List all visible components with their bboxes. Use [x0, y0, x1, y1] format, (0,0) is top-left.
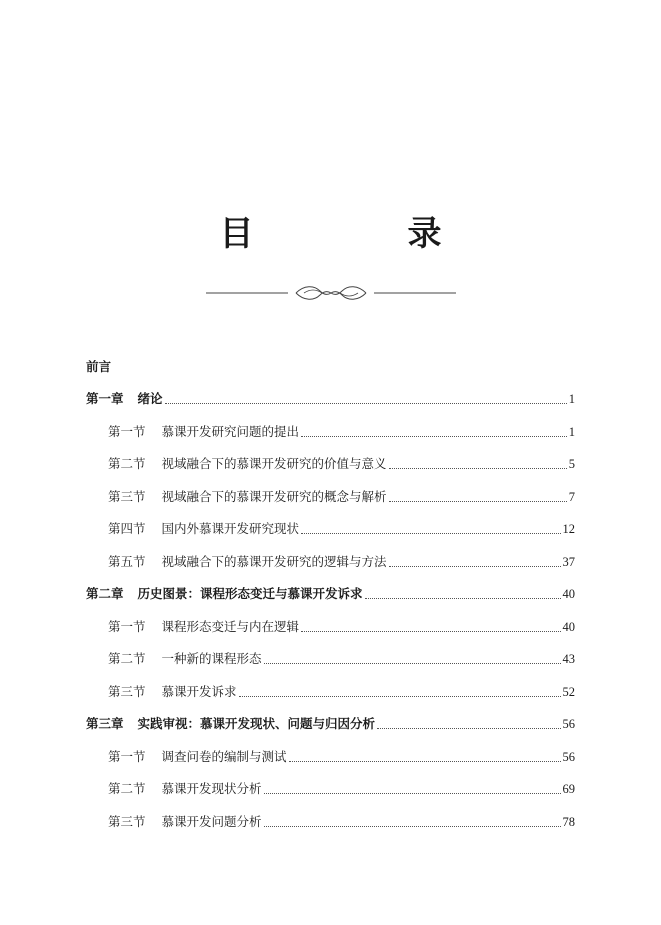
toc-section-row[interactable] [86, 447, 575, 480]
toc-section-row[interactable] [86, 642, 575, 675]
toc-section-row[interactable] [86, 674, 575, 707]
toc-section-row[interactable] [86, 414, 575, 447]
toc-entry-number: 第一节 [108, 423, 146, 439]
toc-entry-title: 历史图景：课程形态变迁与慕课开发诉求 [137, 586, 363, 601]
toc-page-number: 1 [568, 392, 575, 406]
toc-entry-title: 实践审视：慕课开发现状、问题与归因分析 [137, 716, 376, 731]
toc-entry-title: 慕课开发现状分析 [161, 781, 262, 796]
toc-entry-number: 第三节 [108, 683, 146, 699]
toc-section-row[interactable] [86, 479, 575, 512]
toc-page-number: 52 [562, 684, 575, 699]
toc-entry-title: 慕课开发诉求 [161, 683, 237, 699]
toc-preface[interactable] [86, 349, 575, 382]
toc-page-number: 5 [568, 457, 575, 471]
toc-dot-leader [301, 533, 560, 534]
toc-page-number: 78 [562, 814, 575, 829]
toc-page-number: 40 [562, 619, 575, 634]
toc-entry-title: 慕课开发问题分析 [161, 813, 262, 829]
toc-entry-title: 绪论 [137, 391, 163, 406]
toc-preface-title: 前言 [86, 358, 112, 374]
toc-dot-leader [389, 566, 561, 567]
toc-entry-number: 第三章 [86, 716, 124, 731]
toc-dot-leader [264, 793, 561, 794]
toc-entry-title: 视域融合下的慕课开发研究的逻辑与方法 [161, 553, 387, 569]
toc-page-number: 56 [562, 749, 575, 764]
toc-page-number: 1 [568, 424, 575, 439]
toc-entry-title: 调查问卷的编制与测试 [161, 748, 287, 764]
toc-entry-title: 课程形态变迁与内在逻辑 [161, 618, 300, 634]
toc-dot-leader [264, 663, 561, 664]
page-title: 目 录 [219, 214, 502, 254]
toc-chapter-row[interactable] [86, 577, 575, 610]
toc-chapter-row[interactable] [86, 707, 575, 740]
toc-dot-leader [264, 826, 561, 827]
toc-entry-number: 第五节 [108, 553, 146, 569]
toc-section-row[interactable] [86, 739, 575, 772]
toc-page-number: 43 [562, 652, 575, 666]
toc-dot-leader [389, 501, 567, 502]
toc-page-number: 7 [568, 489, 575, 504]
table-of-contents [86, 349, 575, 837]
toc-dot-leader [389, 468, 567, 469]
toc-entries [86, 382, 575, 837]
toc-entry-number: 第四节 [108, 521, 146, 536]
toc-page-number: 56 [562, 717, 575, 731]
toc-entry-number: 第二章 [86, 586, 124, 601]
toc-dot-leader [289, 761, 561, 762]
toc-entry-number: 第二节 [108, 781, 146, 796]
toc-dot-leader [301, 436, 567, 437]
toc-entry-number: 第二节 [108, 456, 146, 471]
toc-dot-leader [377, 728, 560, 729]
toc-page-number: 37 [562, 554, 575, 569]
toc-dot-leader [165, 403, 567, 404]
toc-page-number: 12 [562, 522, 575, 536]
toc-entry-title: 视域融合下的慕课开发研究的价值与意义 [161, 456, 387, 471]
toc-section-row[interactable] [86, 609, 575, 642]
toc-entry-number: 第一节 [108, 618, 146, 634]
toc-section-row[interactable] [86, 512, 575, 545]
toc-entry-title: 国内外慕课开发研究现状 [161, 521, 300, 536]
divider-ornament [204, 283, 458, 303]
toc-entry-number: 第三节 [108, 813, 146, 829]
toc-entry-number: 第一节 [108, 748, 146, 764]
toc-page-number: 69 [562, 782, 575, 796]
toc-entry-title: 视域融合下的慕课开发研究的概念与解析 [161, 488, 387, 504]
toc-entry-number: 第三节 [108, 488, 146, 504]
toc-entry-number: 第一章 [86, 391, 124, 406]
toc-chapter-row[interactable] [86, 382, 575, 415]
toc-section-row[interactable] [86, 804, 575, 837]
toc-entry-title: 一种新的课程形态 [161, 651, 262, 666]
toc-dot-leader [365, 598, 561, 599]
toc-entry-number: 第二节 [108, 651, 146, 666]
toc-dot-leader [301, 631, 560, 632]
toc-entry-title: 慕课开发研究问题的提出 [161, 423, 300, 439]
toc-page-number: 40 [562, 587, 575, 601]
toc-dot-leader [239, 696, 561, 697]
toc-section-row[interactable] [86, 544, 575, 577]
toc-section-row[interactable] [86, 772, 575, 805]
